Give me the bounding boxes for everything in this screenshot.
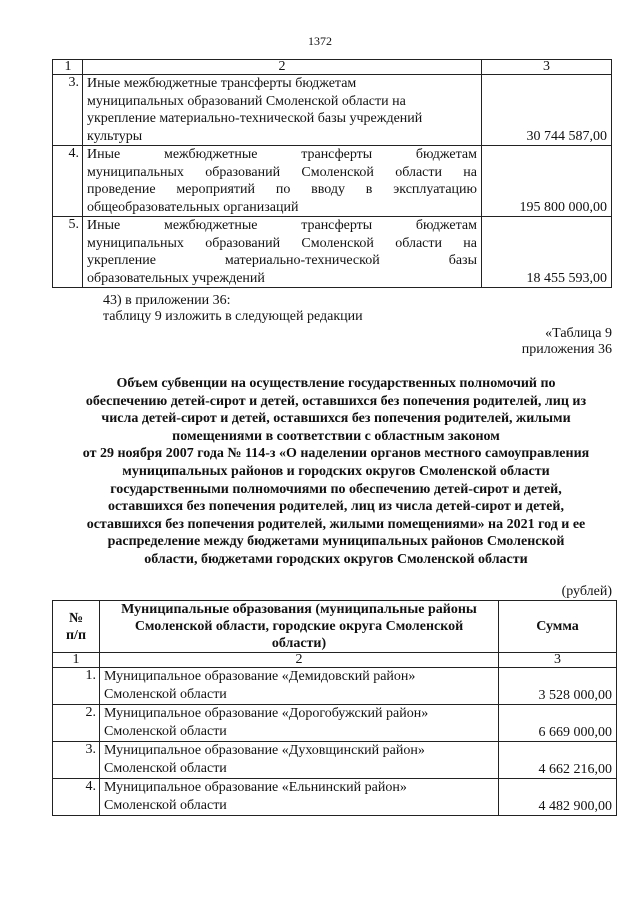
row-municipality [100,668,499,705]
title-line: от 29 ноября 2007 года № 114-з «О наделении органов местного самоуправления [82,446,590,462]
row-municipality [100,779,499,816]
table-row [53,146,612,217]
column-number-1: 1 [53,60,83,75]
column-number-1: 1 [53,653,100,668]
column-head-number [53,601,100,653]
desc-line: культуры [87,128,143,144]
table-row [53,779,617,816]
title-line: распределение между бюджетами муниципальных районов Смоленской [107,534,565,550]
row-number: 3. [53,75,83,146]
document-title [56,375,616,569]
title-line: оставшихся без попечения родителей, жилыми помещениями» на 2021 год и ее [86,516,586,532]
amendment-instruction: таблицу 9 изложить в следующей редакции [103,309,363,324]
column-number-2: 2 [100,653,499,668]
row-number: 5. [53,217,83,288]
page-number: 1372 [308,34,332,48]
row-sum: 6 669 000,00 [499,705,617,742]
row-number: 4. [53,146,83,217]
desc-line: муниципальных образований Смоленской области на [87,164,477,180]
desc-line: Муниципальное образование «Духовщинский район» [104,743,425,758]
desc-line: укрепление материально-технической базы учреждений [87,111,423,126]
table-head-row [53,601,617,653]
row-sum: 18 455 593,00 [482,217,612,288]
table-row [53,668,617,705]
desc-line: образовательных учреждений [87,270,265,286]
desc-line: Муниципальное образование «Дорогобужский район» [104,706,429,721]
row-number: 3. [53,742,100,779]
desc-line: Смоленской области [104,724,227,739]
appendix-reference: приложения 36 [521,342,612,357]
desc-line: общеобразовательных организаций [87,199,299,215]
desc-line: Муниципальное образование «Ельнинский район» [104,780,407,795]
desc-line: Смоленской области [104,761,227,776]
desc-line: Муниципальное образование «Демидовский район» [104,669,416,684]
row-description [83,75,482,146]
amendment-item-43: 43) в приложении 36: [103,293,231,308]
desc-line: муниципальных образований Смоленской области на [87,93,406,109]
title-line: обеспечению детей-сирот и детей, оставшихся без попечения родителей, лиц из [85,393,587,409]
head-line: Муниципальные образования (муниципальные районы [121,602,477,617]
title-line: числа детей-сирот и детей, оставшихся без попечения родителей, жилыми [101,411,571,427]
table-row [53,742,617,779]
desc-line: Иные межбюджетные трансферты бюджетам [87,218,477,233]
row-sum: 3 528 000,00 [499,668,617,705]
table-row [53,217,612,288]
head-line: Смоленской области, городские округа Смоленской [134,619,464,634]
title-line: государственными полномочиями по обеспечению детей-сирот и детей, [110,481,562,497]
row-sum: 195 800 000,00 [482,146,612,217]
row-sum: 4 662 216,00 [499,742,617,779]
table-header-row [53,60,612,75]
desc-line: муниципальных образований Смоленской области на [87,235,477,251]
row-description [83,217,482,288]
subvention-table [52,600,617,816]
table-reference: «Таблица 9 [545,326,612,341]
column-head-sum: Сумма [499,601,617,653]
title-line: Объем субвенции на осуществление государственных полномочий по [116,376,556,391]
desc-line: Иные межбюджетные трансферты бюджетам [87,76,357,91]
head-line: п/п [65,627,87,643]
currency-unit: (рублей) [561,584,612,599]
column-number-2: 2 [83,60,482,75]
desc-line: проведение мероприятий по вводу в эксплуатацию [87,182,477,197]
desc-line: Смоленской области [104,687,227,702]
column-number-3: 3 [499,653,617,668]
row-description [83,146,482,217]
title-line: муниципальных районов и городских округов Смоленской области [122,463,550,479]
table-row [53,75,612,146]
head-line: № [68,610,84,626]
table-header-row [53,653,617,668]
row-municipality [100,742,499,779]
table-row [53,705,617,742]
column-head-municipality [100,601,499,653]
row-sum: 30 744 587,00 [482,75,612,146]
row-number: 2. [53,705,100,742]
column-number-3: 3 [482,60,612,75]
desc-line: Смоленской области [104,798,227,813]
transfers-table [52,59,612,288]
title-line: оставшихся без попечения родителей, лиц из числа детей-сирот и детей, [108,499,564,515]
row-number: 4. [53,779,100,816]
row-municipality [100,705,499,742]
title-line: помещениями в соответствии с областным законом [172,428,500,444]
desc-line: Иные межбюджетные трансферты бюджетам [87,147,477,162]
desc-line: укрепление материально-технической базы [87,253,477,268]
row-sum: 4 482 900,00 [499,779,617,816]
head-line: области) [271,636,327,651]
title-line: области, бюджетами городских округов Смоленской области [144,551,528,567]
row-number: 1. [53,668,100,705]
